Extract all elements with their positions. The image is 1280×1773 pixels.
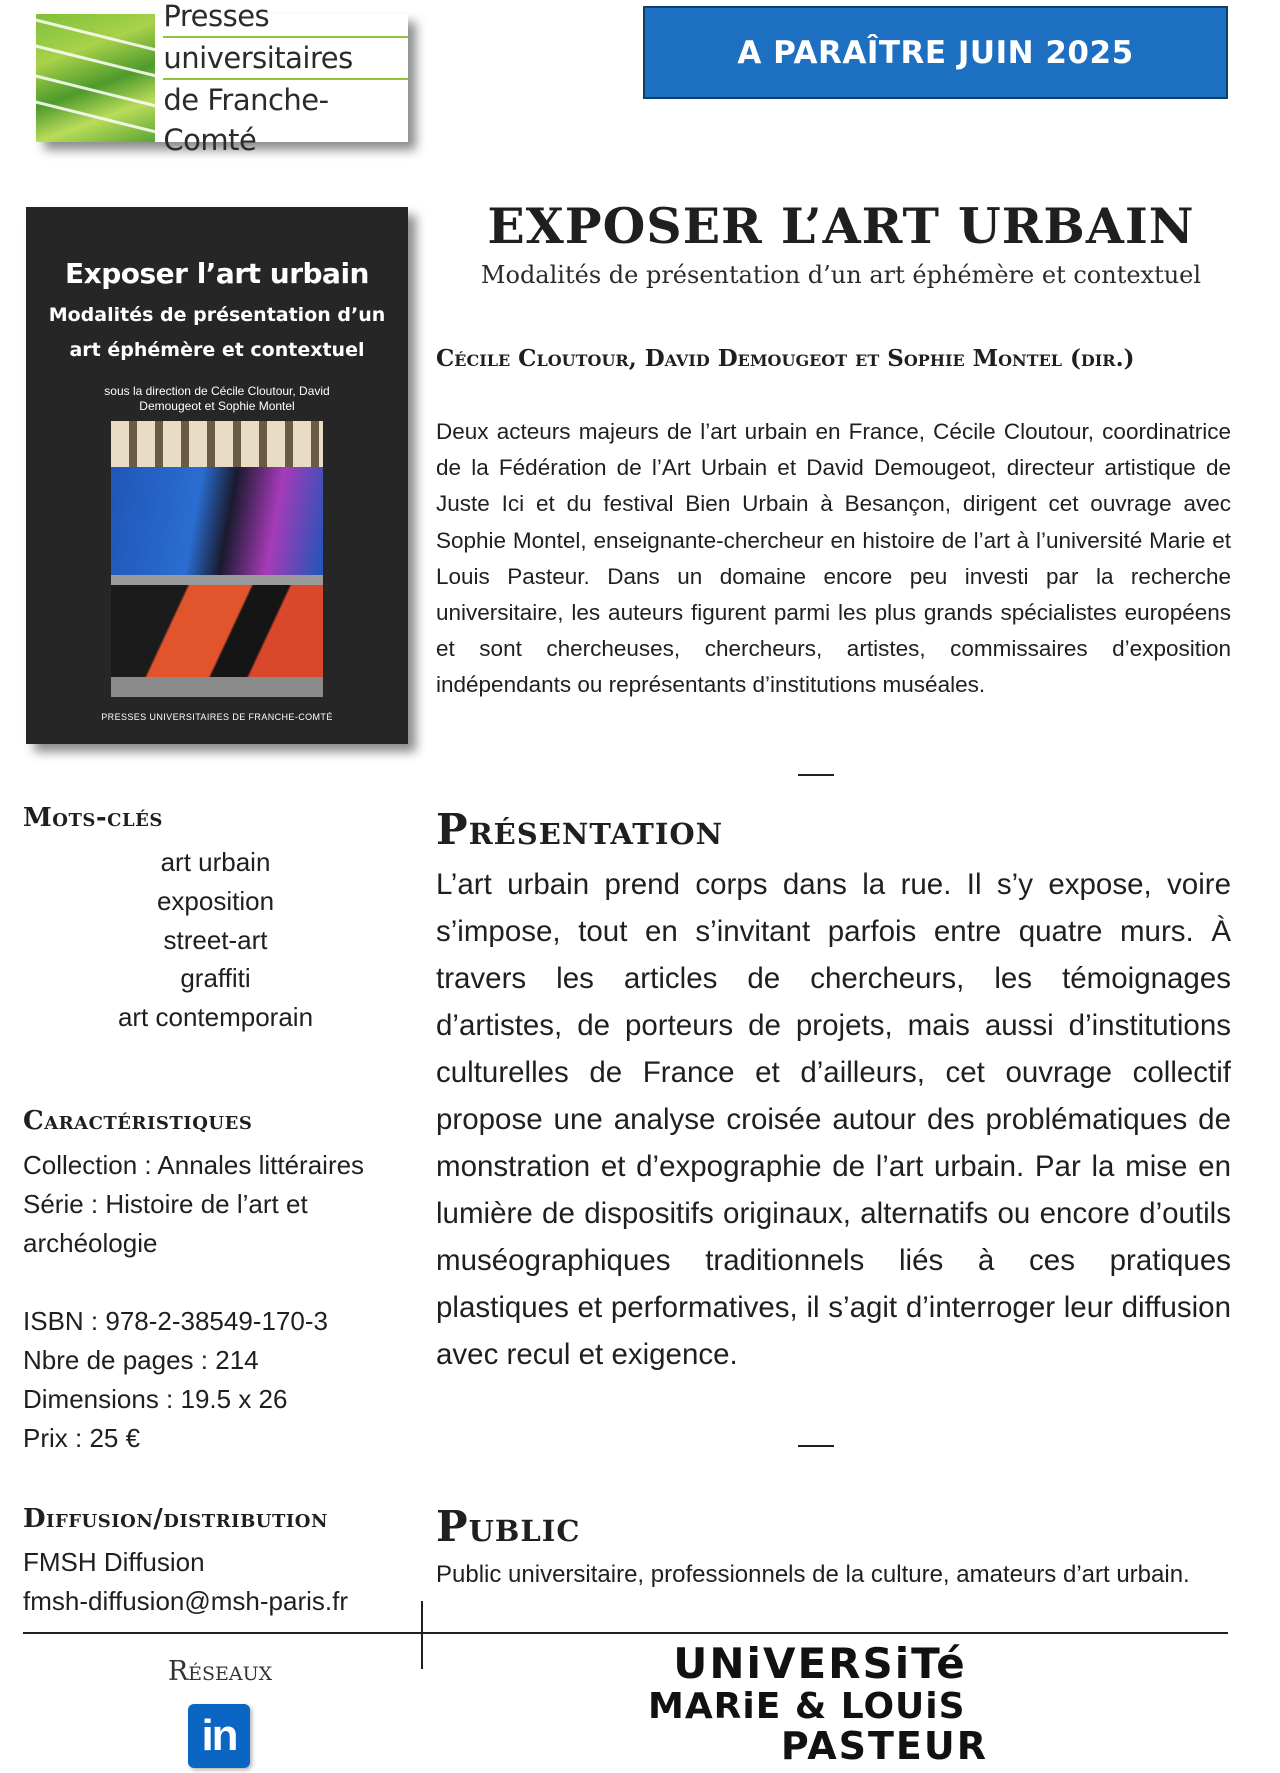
release-banner: A PARAÎTRE JUIN 2025 — [643, 6, 1228, 99]
cover-direction: sous la direction de Cécile Cloutour, David Demougeot et Sophie Montel — [104, 384, 330, 413]
book-authors: Cécile Cloutour, David Demougeot et Sophie Montel (dir.) — [436, 345, 1135, 372]
cover-photo — [111, 421, 323, 697]
cover-subtitle: Modalités de présentation d’un art éphémère et contextuel — [48, 304, 386, 361]
distribution-heading: Diffusion/distribution — [23, 1504, 328, 1534]
book-subtitle: Modalités de présentation d’un art éphémère et contextuel — [480, 261, 1202, 289]
linkedin-icon[interactable]: in — [188, 1704, 250, 1768]
footer-divider — [23, 1632, 1228, 1634]
cover-title: Exposer l’art urbain — [65, 257, 369, 290]
characteristics-isbn: ISBN : 978-2-38549-170-3 — [23, 1306, 328, 1336]
keyword-item: exposition — [156, 885, 275, 916]
cover-publisher: PRESSES UNIVERSITAIRES DE FRANCHE-COMTÉ — [101, 712, 333, 722]
publisher-name-line3: de Franche-Comté — [163, 83, 329, 157]
keyword-item: art contemporain — [117, 1002, 314, 1033]
book-cover — [26, 207, 408, 744]
book-title: EXPOSER L’ART URBAIN — [487, 197, 1195, 255]
keywords-heading: Mots-clés — [23, 803, 163, 833]
presentation-text: L’art urbain prend corps dans la rue. Il s’y expose, voire s’impose, tout en s’invitant parfois entre quatre murs. À travers les articles de chercheurs, les témoignages d’artistes, de porteurs de projets, mais aussi d’institutions culturelles de France et d’ailleurs, cet ouvrage collectif propose une analyse croisée autour des problématiques de monstration et d’expographie de l’art urbain. Par la mise en lumière de dispositifs originaux, alternatifs ou encore d’outils muséographiques traditionnels liés à ces pratiques plastiques et performatives, il s’agit d’interroger leur diffusion avec recul et exigence. — [436, 868, 1231, 1371]
separator — [798, 1445, 834, 1447]
keyword-item: graffiti — [180, 963, 251, 994]
university-logo-line3: PASTEUR — [780, 1724, 988, 1768]
presentation-heading: Présentation — [436, 805, 724, 854]
book-summary: Deux acteurs majeurs de l’art urbain en France, Cécile Cloutour, coordinatrice de la Fédération de l’Art Urbain et David Demougeot, directeur artistique de Juste Ici et du festival Bien Urbain à Besançon, dirigent cet ouvrage avec Sophie Montel, enseignante-chercheur en histoire de l’art à l’université Marie et Louis Pasteur. Dans un domaine encore peu investi par la recherche universitaire, les auteurs figurent parmi les plus grands spécialistes européens et sont chercheuses, chercheurs, artistes, commissaires d’exposition indépendants ou représentants d’institutions muséales. — [436, 419, 1231, 698]
separator — [798, 774, 834, 776]
keyword-item: art urbain — [160, 847, 271, 877]
characteristics-heading: Caractéristiques — [23, 1106, 253, 1136]
keyword-item: street-art — [163, 924, 268, 955]
publisher-logo-graphic — [36, 14, 155, 142]
distribution-email[interactable]: fmsh-diffusion@msh-paris.fr — [23, 1586, 348, 1616]
networks-heading: Réseaux — [167, 1656, 273, 1687]
university-logo-line2: MARiE & LOUiS — [648, 1686, 966, 1727]
publisher-logo — [36, 0, 408, 157]
public-heading: Public — [436, 1502, 581, 1551]
distribution-name: FMSH Diffusion — [23, 1547, 205, 1577]
public-text: Public universitaire, professionnels de la culture, amateurs d’art urbain. — [436, 1561, 1190, 1588]
characteristics-serie: Série : Histoire de l’art et archéologie — [23, 1189, 308, 1258]
keywords-list — [23, 843, 408, 1037]
university-logo — [640, 1639, 1000, 1768]
characteristics-collection: Collection : Annales littéraires — [23, 1150, 365, 1180]
university-logo-line1: UNiVERSiTé — [673, 1639, 967, 1688]
characteristics-pages: Nbre de pages : 214 — [23, 1345, 259, 1375]
publisher-name-line2: universitaires — [163, 38, 408, 80]
characteristics-price: Prix : 25 € — [23, 1423, 141, 1453]
characteristics-dimensions: Dimensions : 19.5 x 26 — [23, 1384, 288, 1414]
publisher-name-line1: Presses — [163, 0, 408, 38]
